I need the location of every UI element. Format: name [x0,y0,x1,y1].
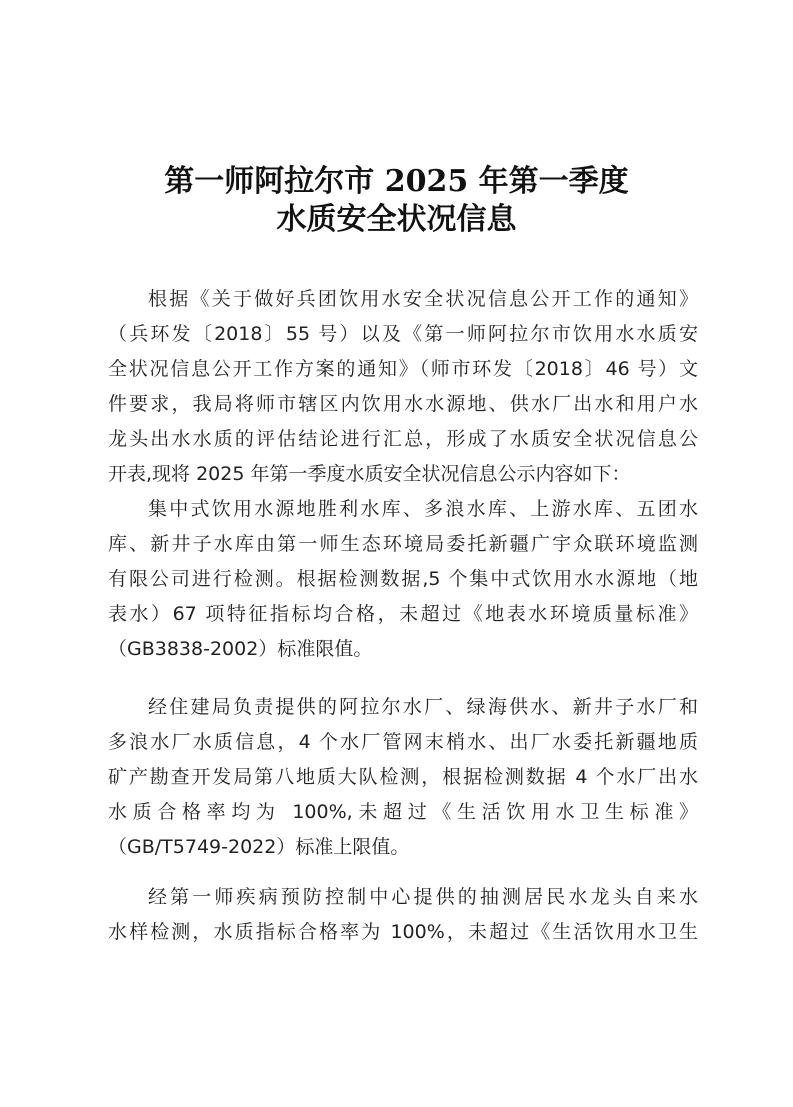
text-line: 多浪水厂水质信息，4 个水厂管网末梢水、出厂水委托新疆地质 [108,731,698,753]
text-line: 有限公司进行检测。根据检测数据,5 个集中式饮用水水源地（地 [108,568,698,590]
text-line: （兵环发〔2018〕55 号）以及《第一师阿拉尔市饮用水水质安 [108,323,698,345]
text-line: 水样检测，水质指标合格率为 100%，未超过《生活饮用水卫生 [108,921,698,943]
paragraph-3 [108,690,698,865]
text-line: 矿产勘查开发局第八地质大队检测，根据检测数据 4 个水厂出水 [108,766,698,788]
text-line: （GB3838-2002）标准限值。 [108,638,373,660]
document-title-line-2: 水质安全状况信息 [276,202,517,237]
text-line: 全状况信息公开工作方案的通知》（师市环发〔2018〕46 号）文 [108,358,698,380]
text-line: 表水）67 项特征指标均合格，未超过《地表水环境质量标准》 [108,603,698,625]
text-line: 经第一师疾病预防控制中心提供的抽测居民水龙头自来水 [148,886,698,908]
paragraph-1 [108,282,698,492]
paragraph-4 [108,880,698,950]
text-line: 水质合格率均为 100%,未超过《生活饮用水卫生标准》 [108,801,698,823]
text-line: 件要求，我局将师市辖区内饮用水水源地、供水厂出水和用户水 [108,393,698,415]
text-line: 库、新井子水库由第一师生态环境局委托新疆广宇众联环境监测 [108,533,698,555]
text-line: 开表,现将 2025 年第一季度水质安全状况信息公示内容如下： [108,463,631,485]
text-line: 龙头出水水质的评估结论进行汇总，形成了水质安全状况信息公 [108,428,698,450]
text-line: 集中式饮用水源地胜利水库、多浪水库、上游水库、五团水 [148,498,698,520]
text-line: 经住建局负责提供的阿拉尔水厂、绿海供水、新井子水厂和 [148,696,698,718]
text-line: （GB/T5749-2022）标准上限值。 [108,836,410,858]
text-line: 根据《关于做好兵团饮用水安全状况信息公开工作的通知》 [148,288,698,310]
paragraph-2 [108,492,698,667]
document-title-line-1: 第一师阿拉尔市 2025 年第一季度 [164,164,629,199]
